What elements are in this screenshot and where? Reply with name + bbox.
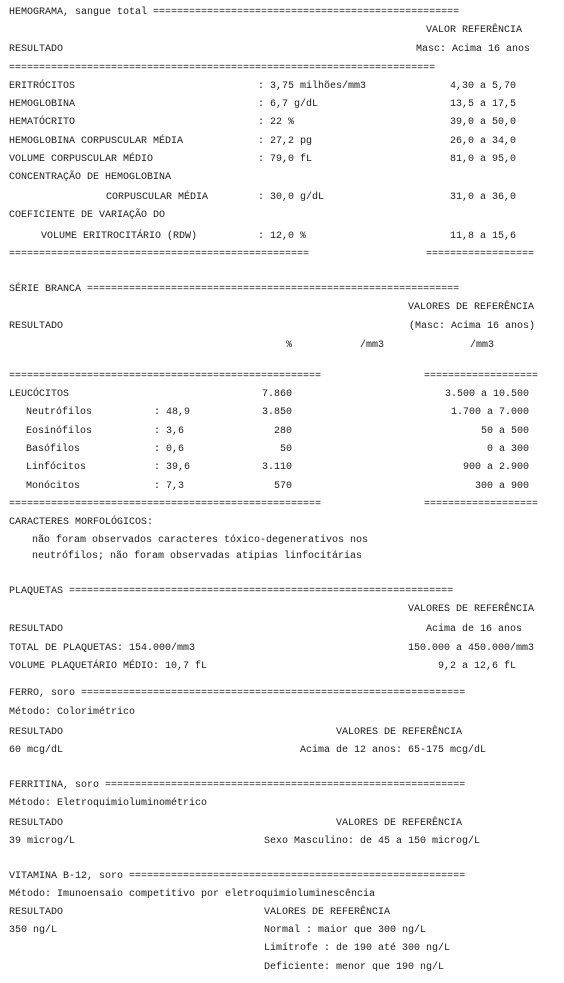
eosinofilos-ref: 50 a 500 — [480, 426, 529, 437]
monocitos-abs: 570 — [273, 481, 292, 492]
eosinofilos-abs: 280 — [273, 426, 292, 437]
hemograma-ref-group: Masc: Acima 16 anos — [416, 44, 531, 55]
hematocrito-label: HEMATÓCRITO — [9, 117, 76, 128]
rdw-ref: 11,8 a 15,6 — [450, 231, 517, 242]
hemoglobina-value: : 6,7 g/dL — [258, 99, 319, 110]
rdw-value: : 12,0 % — [258, 231, 307, 242]
ferro-ref: Acima de 12 anos: 65-175 mcg/dL — [300, 745, 487, 756]
neutrofilos-ref: 1.700 a 7.000 — [450, 407, 529, 418]
chcm-ref: 31,0 a 36,0 — [450, 192, 517, 203]
basofilos-abs: 50 — [279, 444, 292, 455]
hcm-label: HEMOGLOBINA CORPUSCULAR MÉDIA — [9, 136, 184, 147]
chcm-value: : 30,0 g/dL — [258, 192, 325, 203]
hemograma-ref-title: VALOR REFERÊNCIA — [426, 25, 523, 36]
basofilos-label: Basófilos — [26, 444, 81, 455]
morfologicos-text-line1: não foram observados caracteres tóxico-degenerativos nos — [32, 535, 369, 546]
vitamina-b12-ref-title: VALORES DE REFERÊNCIA — [264, 907, 391, 918]
ferritina-header: FERRITINA, soro ============================================================ — [9, 780, 466, 791]
plaquetas-ref-group: Acima de 16 anos — [426, 624, 523, 635]
separator: ======================================================================= — [9, 63, 436, 74]
vitamina-b12-ref-limitrofe: Limítrofe : de 190 até 300 ng/L — [264, 943, 451, 954]
total-plaquetas-ref: 150.000 a 450.000/mm3 — [408, 643, 535, 654]
serie-branca-ref-group: (Masc: Acima 16 anos) — [409, 321, 536, 332]
hemoglobina-ref: 13,5 a 17,5 — [450, 99, 517, 110]
vitamina-b12-value: 350 ng/L — [9, 925, 58, 936]
rdw-label-line1: COEFICIENTE DE VARIAÇÃO DO — [9, 210, 166, 221]
ferro-resultado-label: RESULTADO — [9, 727, 64, 738]
serie-branca-header: SÉRIE BRANCA ============================================================== — [9, 284, 460, 295]
eosinofilos-label: Eosinófilos — [26, 426, 93, 437]
leucocitos-ref: 3.500 a 10.500 — [444, 389, 529, 400]
monocitos-pct: : 7,3 — [154, 481, 185, 492]
neutrofilos-pct: : 48,9 — [154, 407, 191, 418]
ferritina-resultado-label: RESULTADO — [9, 818, 64, 829]
linfocitos-pct: : 39,6 — [154, 462, 191, 473]
leucocitos-label: LEUCÓCITOS — [9, 389, 70, 400]
basofilos-ref: 0 a 300 — [486, 444, 529, 455]
chcm-label-line2: CORPUSCULAR MÉDIA — [106, 192, 209, 203]
plaquetas-ref-title: VALORES DE REFERÊNCIA — [408, 604, 535, 615]
separator: =================== — [424, 371, 539, 382]
vitamina-b12-header: VITAMINA B-12, soro ======================================================== — [9, 871, 466, 882]
monocitos-ref: 300 a 900 — [474, 481, 529, 492]
plaquetas-header: PLAQUETAS ================================================================ — [9, 586, 454, 597]
morfologicos-title: CARACTERES MORFOLÓGICOS: — [9, 517, 154, 528]
vitamina-b12-resultado-label: RESULTADO — [9, 907, 64, 918]
serie-branca-resultado-label: RESULTADO — [9, 321, 64, 332]
hcm-ref: 26,0 a 34,0 — [450, 136, 517, 147]
linfocitos-ref: 900 a 2.900 — [462, 462, 529, 473]
eritrocitos-ref: 4,30 a 5,70 — [450, 81, 517, 92]
vpm-ref: 9,2 a 12,6 fL — [438, 661, 517, 672]
vcm-label: VOLUME CORPUSCULAR MÉDIO — [9, 154, 154, 165]
serie-branca-ref-title: VALORES DE REFERÊNCIA — [408, 302, 535, 313]
linfocitos-label: Linfócitos — [26, 462, 87, 473]
chcm-label-line1: CONCENTRAÇÃO DE HEMOGLOBINA — [9, 172, 172, 183]
neutrofilos-abs: 3.850 — [261, 407, 292, 418]
ferritina-ref: Sexo Masculino: de 45 a 150 microg/L — [264, 836, 481, 847]
separator: ==================================================== — [9, 499, 322, 510]
ferro-ref-title: VALORES DE REFERÊNCIA — [336, 727, 463, 738]
ferro-value: 60 mcg/dL — [9, 745, 64, 756]
hematocrito-value: : 22 % — [258, 117, 295, 128]
hemograma-header: HEMOGRAMA, sangue total =================================================== — [9, 7, 460, 18]
separator: =================== — [424, 499, 539, 510]
vitamina-b12-metodo: Método: Imunoensaio competitivo por eletroquimioluminescência — [9, 889, 376, 900]
vcm-value: : 79,0 fL — [258, 154, 313, 165]
separator: ================================================== — [9, 249, 310, 260]
ferritina-metodo: Método: Eletroquimioluminométrico — [9, 798, 208, 809]
hemoglobina-label: HEMOGLOBINA — [9, 99, 76, 110]
eritrocitos-label: ERITRÓCITOS — [9, 81, 76, 92]
col-mm3-header: /mm3 — [360, 340, 385, 351]
plaquetas-resultado-label: RESULTADO — [9, 624, 64, 635]
separator: ================== — [426, 249, 535, 260]
eosinofilos-pct: : 3,6 — [154, 426, 185, 437]
vpm: VOLUME PLAQUETÁRIO MÉDIO: 10,7 fL — [9, 661, 208, 672]
linfocitos-abs: 3.110 — [261, 462, 292, 473]
hcm-value: : 27,2 pg — [258, 136, 313, 147]
vcm-ref: 81,0 a 95,0 — [450, 154, 517, 165]
morfologicos-text-line2: neutrófilos; não foram observadas atipias linfocitárias — [32, 551, 363, 562]
hematocrito-ref: 39,0 a 50,0 — [450, 117, 517, 128]
ferro-header: FERRO, soro ================================================================ — [9, 688, 466, 699]
vitamina-b12-ref-normal: Normal : maior que 300 ng/L — [264, 925, 427, 936]
leucocitos-abs: 7.860 — [261, 389, 292, 400]
total-plaquetas: TOTAL DE PLAQUETAS: 154.000/mm3 — [9, 643, 196, 654]
hemograma-resultado-label: RESULTADO — [9, 44, 64, 55]
rdw-label-line2: VOLUME ERITROCITÁRIO (RDW) — [41, 231, 198, 242]
separator: ==================================================== — [9, 371, 322, 382]
ferritina-ref-title: VALORES DE REFERÊNCIA — [336, 818, 463, 829]
col-pct-header: % — [286, 340, 293, 351]
eritrocitos-value: : 3,75 milhões/mm3 — [258, 81, 367, 92]
vitamina-b12-ref-deficiente: Deficiente: menor que 190 ng/L — [264, 962, 445, 973]
monocitos-label: Monócitos — [26, 481, 81, 492]
ferro-metodo: Método: Colorimétrico — [9, 707, 136, 718]
neutrofilos-label: Neutrófilos — [26, 407, 93, 418]
col-ref-mm3-header: /mm3 — [470, 340, 495, 351]
basofilos-pct: : 0,6 — [154, 444, 185, 455]
ferritina-value: 39 microg/L — [9, 836, 76, 847]
